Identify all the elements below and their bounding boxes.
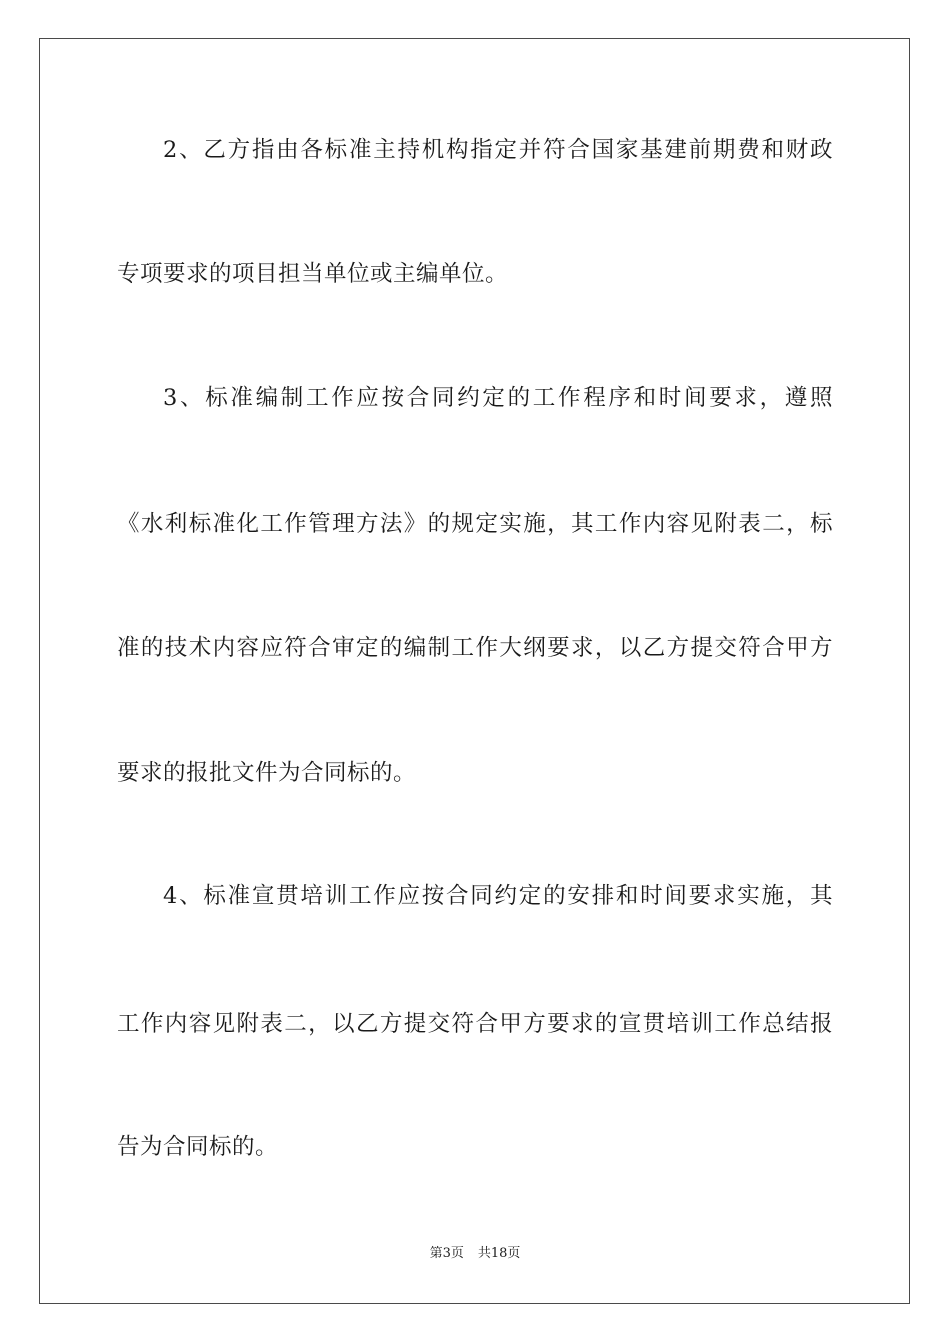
page-border	[39, 38, 910, 1304]
paragraph-3-line-2: 《水利标准化工作管理方法》的规定实施，其工作内容见附表二，标	[117, 511, 833, 537]
page-footer	[0, 1245, 950, 1263]
paragraph-2-line-1: 2、乙方指由各标准主持机构指定并符合国家基建前期费和财政	[163, 137, 833, 163]
page-total: 共18页	[477, 1246, 521, 1261]
paragraph-4-line-1: 4、标准宣贯培训工作应按合同约定的安排和时间要求实施，其	[163, 883, 833, 909]
paragraph-2-line-2: 专项要求的项目担当单位或主编单位。	[117, 261, 509, 287]
paragraph-3-line-1: 3、标准编制工作应按合同约定的工作程序和时间要求，遵照	[163, 385, 833, 411]
paragraph-3-line-3: 准的技术内容应符合审定的编制工作大纲要求，以乙方提交符合甲方	[117, 635, 833, 661]
paragraph-4-line-3: 告为合同标的。	[117, 1134, 279, 1160]
page-number: 第3页	[429, 1246, 464, 1261]
paragraph-4-line-2: 工作内容见附表二，以乙方提交符合甲方要求的宣贯培训工作总结报	[117, 1011, 833, 1037]
paragraph-3-line-4: 要求的报批文件为合同标的。	[117, 760, 417, 786]
